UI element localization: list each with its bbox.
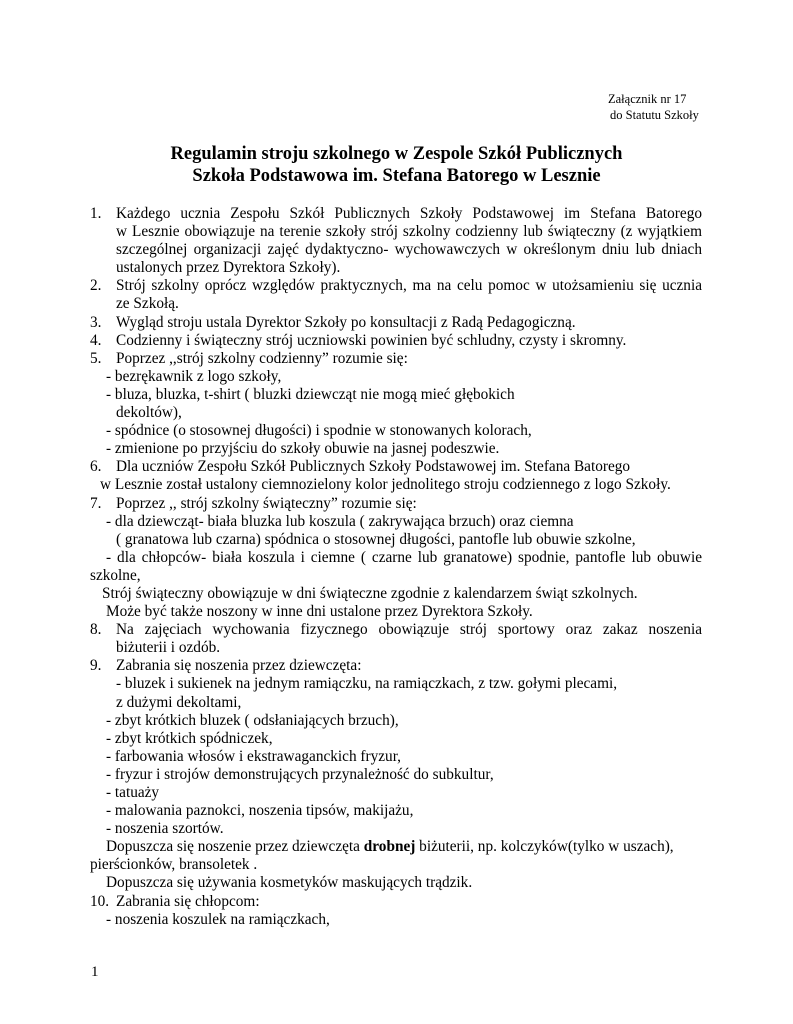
sub-item: - farbowania włosów i ekstrawaganckich fryzur, — [106, 747, 402, 765]
list-item-1 — [90, 205, 702, 277]
sub-item: - spódnice (o stosownej długości) i spodnie w stonowanych kolorach, — [106, 422, 532, 440]
item-number: 3. — [90, 313, 102, 331]
item-text: Poprzez ,,strój szkolny codzienny” rozumie się: — [116, 349, 408, 367]
sub-item: - dla dziewcząt- biała bluzka lub koszula ( zakrywająca brzuch) oraz ciemna — [106, 512, 574, 530]
item-number: 4. — [90, 331, 102, 349]
sub-item: - noszenia koszulek na ramiączkach, — [106, 910, 330, 928]
list-item-9 — [90, 657, 702, 675]
item-text: w Lesznie obowiązuje na terenie szkoły strój szkolny codzienny lub świąteczny (z wyjątkiem — [116, 223, 702, 241]
regulations-list — [90, 205, 702, 929]
annex-line-2: do Statutu Szkoły — [610, 108, 699, 122]
item-text: Wygląd stroju ustala Dyrektor Szkoły po konsultacji z Radą Pedagogiczną. — [116, 313, 576, 331]
list-item-2 — [90, 277, 702, 313]
sub-item-continuation: z dużymi dekoltami, — [116, 693, 242, 711]
item-number: 10. — [90, 892, 110, 910]
item-text: biżuterii i ozdób. — [116, 639, 221, 657]
sub-item: - noszenia szortów. — [106, 820, 224, 838]
sub-item-continuation: ( granatowa lub czarna) spódnica o stosownej długości, pantofle lub obuwie szkolne, — [116, 530, 636, 548]
item-text: ustalonych przez Dyrektora Szkoły). — [116, 259, 341, 277]
paragraph: Może być także noszony w inne dni ustalone przez Dyrektora Szkoły. — [106, 603, 533, 621]
sub-item-continuation: dekoltów), — [116, 404, 182, 422]
title-line-1: Regulamin stroju szkolnego w Zespole Szkół Publicznych — [170, 144, 623, 164]
paragraph — [90, 838, 702, 856]
sub-item: - zbyt krótkich bluzek ( odsłaniających brzuch), — [106, 711, 399, 729]
annex-note — [608, 91, 699, 123]
item-text: Dla uczniów Zespołu Szkół Publicznych Szkoły Podstawowej im. Stefana Batorego — [116, 458, 631, 476]
annex-line-1: Załącznik nr 17 — [608, 92, 687, 106]
item-text: Na zajęciach wychowania fizycznego obowiązuje strój sportowy oraz zakaz noszenia — [116, 621, 702, 639]
sub-item: - zmienione po przyjściu do szkoły obuwie na jasnej podeszwie. — [106, 440, 500, 458]
item-text: Strój szkolny oprócz względów praktycznych, ma na celu pomoc w utożsamieniu się ucznia — [116, 277, 702, 295]
item-number: 2. — [90, 277, 102, 295]
item-number: 7. — [90, 494, 102, 512]
sub-item: - malowania paznokci, noszenia tipsów, makijażu, — [106, 802, 414, 820]
bold-text: drobnej — [363, 838, 416, 856]
sub-item: - zbyt krótkich spódniczek, — [106, 729, 273, 747]
item-number: 5. — [90, 349, 102, 367]
item-text: Codzienny i świąteczny strój uczniowski powinien być schludny, czysty i skromny. — [116, 331, 627, 349]
sub-item: - dla chłopców- biała koszula i ciemne ( czarne lub granatowe) spodnie, pantofle lub obuwie — [106, 548, 702, 566]
sub-item-continuation: szkolne, — [90, 566, 141, 584]
paragraph-continuation: pierścionków, bransoletek . — [90, 856, 258, 874]
item-number: 8. — [90, 621, 102, 639]
list-item-4 — [90, 332, 702, 350]
document-title — [0, 143, 793, 187]
sub-item: - bluzek i sukienek na jednym ramiączku, na ramiączkach, z tzw. gołymi plecami, — [116, 675, 618, 693]
item-text: Poprzez ,, strój szkolny świąteczny” rozumie się: — [116, 494, 417, 512]
list-item-6 — [90, 458, 702, 476]
list-item-10 — [90, 893, 702, 911]
item-text: Zabrania się chłopcom: — [116, 892, 260, 910]
item-text: ze Szkołą. — [116, 295, 179, 313]
item-text-continuation: w Lesznie został ustalony ciemnozielony kolor jednolitego stroju codziennego z logo Szkoły. — [100, 476, 671, 494]
item-text: Zabrania się noszenia przez dziewczęta: — [116, 657, 362, 675]
item-text: szczególnej organizacji zajęć dydaktyczno- wychowawczych w określonym dniu lub dniach — [116, 241, 702, 259]
paragraph-text: Dopuszcza się noszenie przez dziewczęta — [106, 838, 364, 856]
paragraph: Strój świąteczny obowiązuje w dni świąteczne zgodnie z kalendarzem świąt szkolnych. — [102, 584, 638, 602]
title-line-2: Szkoła Podstawowa im. Stefana Batorego w Lesznie — [192, 166, 601, 186]
page-number: 1 — [91, 964, 99, 980]
paragraph: Dopuszcza się używania kosmetyków maskujących trądzik. — [106, 874, 473, 892]
item-number: 6. — [90, 458, 102, 476]
list-item-5 — [90, 350, 702, 368]
sub-item: - bluza, bluzka, t-shirt ( bluzki dziewcząt nie mogą mieć głębokich — [106, 385, 515, 403]
item-text: Każdego ucznia Zespołu Szkół Publicznych Szkoły Podstawowej im Stefana Batorego — [116, 205, 702, 222]
item-number: 9. — [90, 657, 102, 675]
list-item-7 — [90, 495, 702, 513]
list-item-8 — [90, 621, 702, 657]
item-number: 1. — [90, 205, 102, 222]
list-item-3 — [90, 314, 702, 332]
sub-item: - tatuaży — [106, 784, 160, 801]
sub-item: - bezrękawnik z logo szkoły, — [106, 367, 282, 385]
sub-item: - fryzur i strojów demonstrujących przynależność do subkultur, — [106, 765, 494, 783]
paragraph-text: biżuterii, np. kolczyków(tylko w uszach), — [415, 838, 674, 856]
